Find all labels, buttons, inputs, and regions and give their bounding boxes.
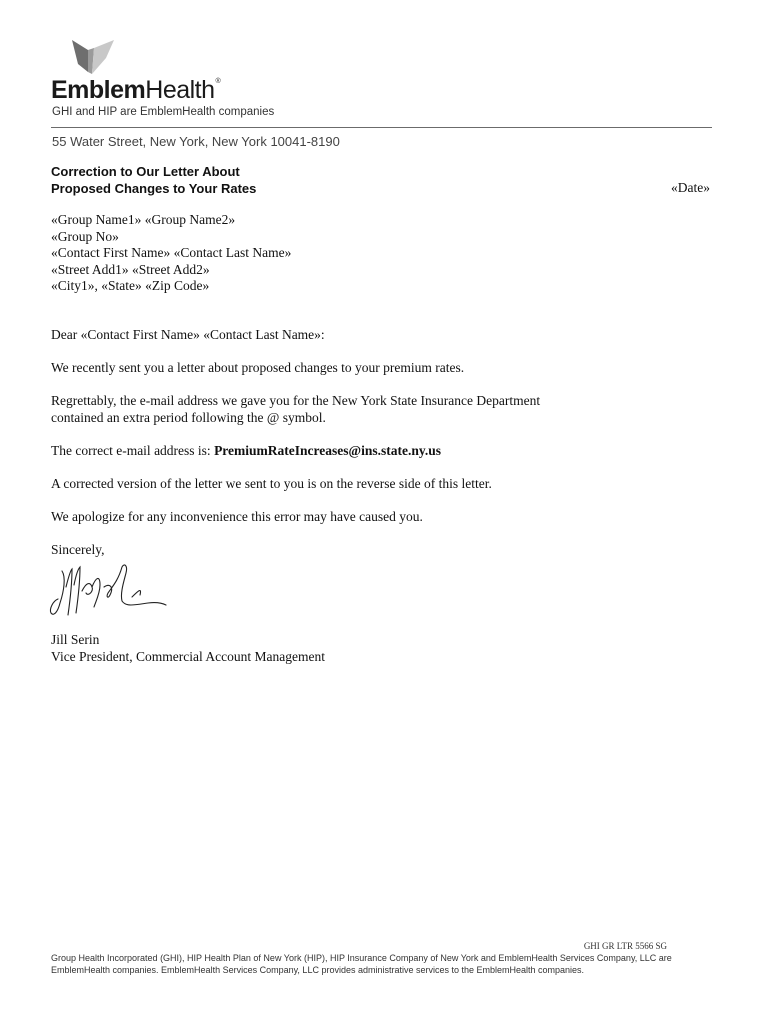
paragraph-4: A corrected version of the letter we sent to you is on the reverse side of this letter.	[51, 476, 492, 491]
emblemhealth-logo-icon	[68, 38, 118, 78]
subject-line-1: Correction to Our Letter About	[51, 164, 240, 179]
paragraph-5: We apologize for any inconvenience this error may have caused you.	[51, 509, 423, 524]
footer-disclaimer	[51, 953, 691, 976]
document-code: GHI GR LTR 5566 SG	[583, 941, 667, 951]
recipient-line-5: «City1», «State» «Zip Code»	[51, 278, 210, 293]
header-divider	[51, 127, 712, 128]
email-prefix: The correct e-mail address is:	[51, 443, 215, 458]
paragraph-2	[51, 393, 671, 426]
signer-name: Jill Serin	[51, 632, 100, 647]
signer-title: Vice President, Commercial Account Management	[51, 648, 325, 664]
paragraph-3	[51, 443, 671, 460]
recipient-address-block	[51, 212, 291, 295]
recipient-line-4: «Street Add1» «Street Add2»	[51, 261, 210, 277]
brand-tagline: GHI and HIP are EmblemHealth companies	[52, 106, 275, 118]
signer-block	[51, 632, 325, 665]
recipient-line-2: «Group No»	[51, 228, 119, 244]
brand-name	[51, 76, 220, 105]
signature-image	[48, 557, 168, 632]
closing: Sincerely,	[51, 542, 105, 557]
brand-light: Health	[145, 76, 215, 104]
footer-line-1: Group Health Incorporated (GHI), HIP Health Plan of New York (HIP), HIP Insurance Company of New York and EmblemHealth Services Company, LLC are	[51, 953, 672, 963]
correct-email-address: PremiumRateIncreases@ins.state.ny.us	[214, 443, 441, 458]
salutation: Dear «Contact First Name» «Contact Last Name»:	[51, 327, 325, 342]
brand-bold: Emblem	[51, 76, 146, 104]
letter-subject	[51, 163, 256, 197]
paragraph-1: We recently sent you a letter about proposed changes to your premium rates.	[51, 360, 465, 375]
recipient-line-3: «Contact First Name» «Contact Last Name»	[51, 245, 292, 260]
paragraph-2-line-2: contained an extra period following the @ symbol.	[51, 409, 326, 425]
subject-line-2: Proposed Changes to Your Rates	[51, 181, 257, 196]
footer-line-2: EmblemHealth companies. EmblemHealth Services Company, LLC provides administrative services to the EmblemHealth companies.	[51, 964, 585, 975]
registered-mark: ®	[215, 78, 221, 85]
letter-date: «Date»	[671, 180, 710, 195]
company-address: 55 Water Street, New York, New York 10041-8190	[52, 134, 340, 149]
recipient-line-1: «Group Name1» «Group Name2»	[51, 212, 236, 227]
paragraph-2-line-1: Regrettably, the e-mail address we gave you for the New York State Insurance Department	[51, 393, 541, 408]
